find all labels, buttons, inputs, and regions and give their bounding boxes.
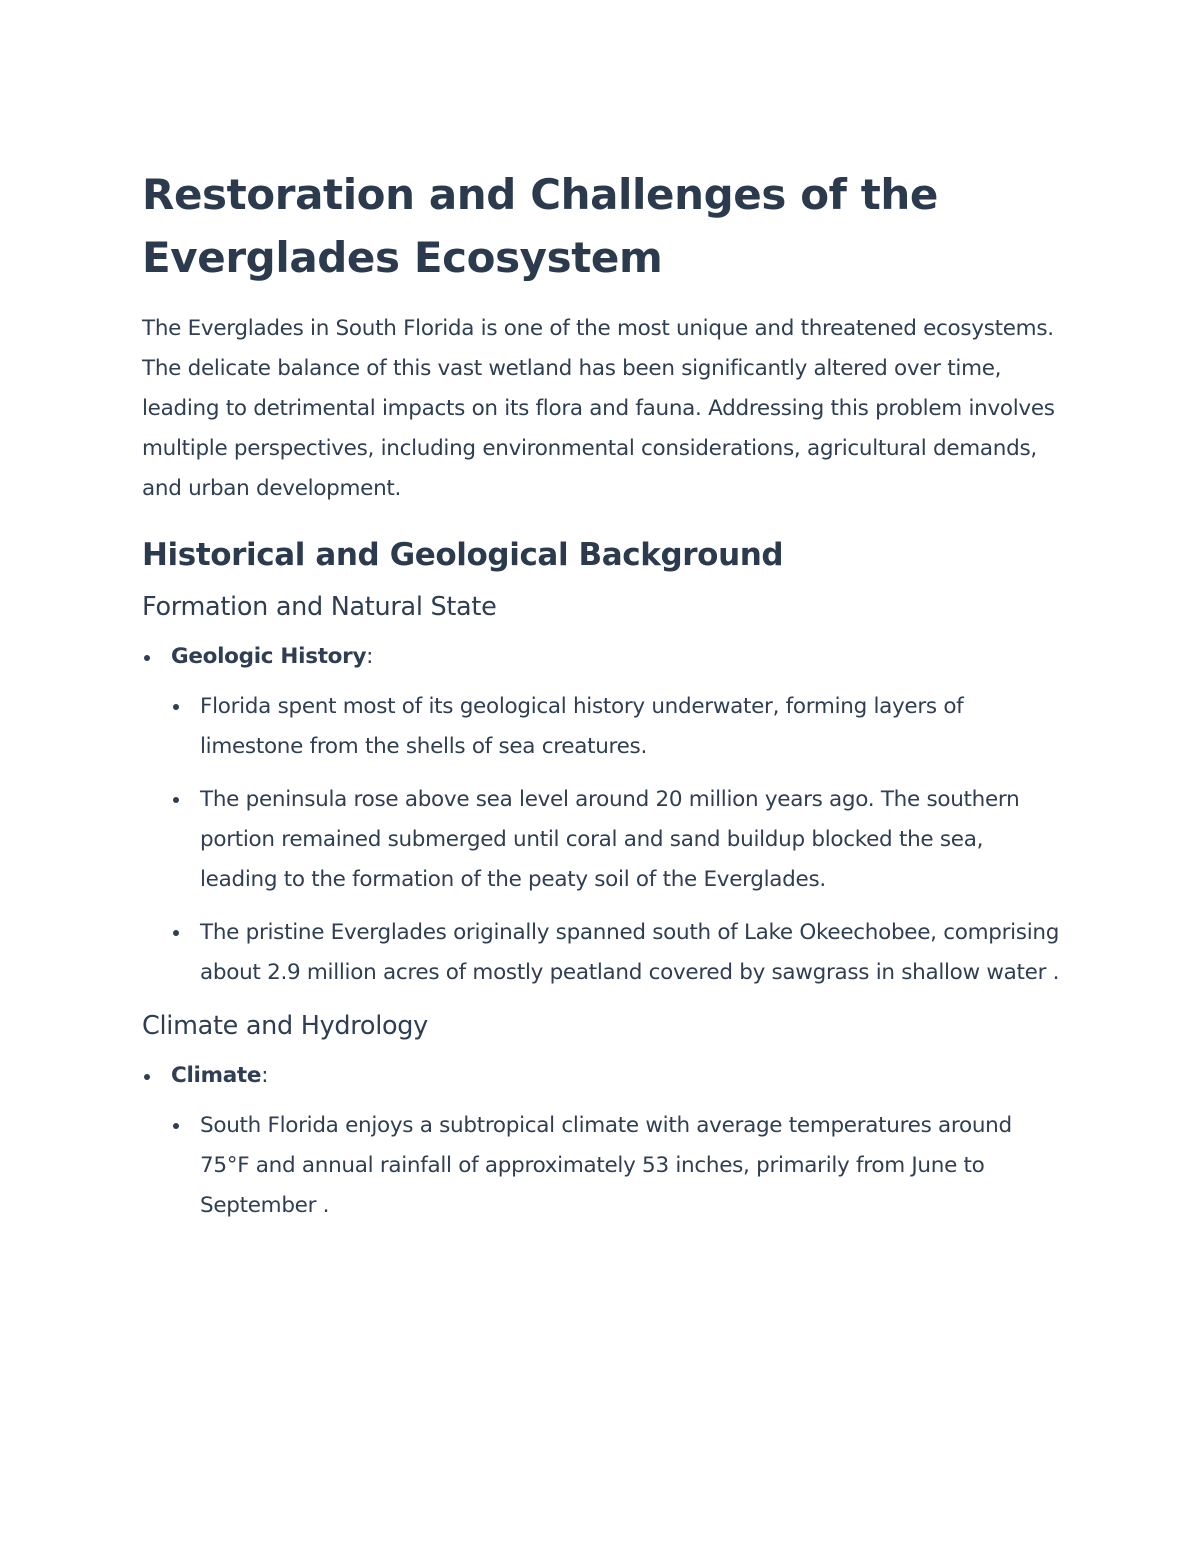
bullet-icon (144, 655, 150, 661)
document-title: Restoration and Challenges of the Everglades Ecosystem (142, 170, 939, 282)
nested-list-item (171, 913, 1062, 993)
bold-label: Climate (171, 1063, 262, 1088)
list-item-label (171, 637, 373, 677)
bullet-icon (144, 1074, 150, 1080)
section-heading: Historical and Geological Background (142, 537, 784, 573)
bold-label: Geologic History (171, 644, 367, 669)
subsection-heading-formation: Formation and Natural State (142, 592, 497, 622)
bullet-list (142, 637, 1062, 993)
intro-paragraph: The Everglades in South Florida is one of the most unique and threatened ecosystems. The delicate balance of this vast wetland has been significantly altered over time, leading to detrimental impacts on its flora and fauna. Addressing this problem involves multiple perspectives, including environmental considerations, agricultural demands, and urban development. (142, 316, 1055, 501)
label-colon: : (261, 1063, 269, 1088)
bullet-icon (173, 1123, 179, 1129)
document-page (142, 163, 1062, 1239)
nested-list-item-text: The pristine Everglades originally spanned south of Lake Okeechobee, comprising about 2.9 million acres of mostly peatland covered by sawgrass in shallow water . (200, 920, 1060, 985)
bullet-icon (173, 797, 179, 803)
nested-list-item (171, 780, 1062, 900)
nested-list-item-text: Florida spent most of its geological history underwater, forming layers of limestone from the shells of sea creatures. (200, 694, 964, 759)
bullet-icon (173, 930, 179, 936)
subsection-heading-climate: Climate and Hydrology (142, 1011, 428, 1041)
nested-list-item-text: The peninsula rose above sea level around 20 million years ago. The southern portion remained submerged until coral and sand buildup blocked the sea, leading to the formation of the peaty soil of the Everglades. (200, 787, 1020, 892)
list-item (142, 637, 1062, 993)
nested-list-item-text: South Florida enjoys a subtropical climate with average temperatures around 75°F and annual rainfall of approximately 53 inches, primarily from June to September . (200, 1113, 1012, 1218)
list-item (142, 1056, 1062, 1226)
nested-bullet-list (171, 687, 1062, 993)
nested-list-item (171, 1106, 1062, 1226)
nested-bullet-list (171, 1106, 1062, 1226)
label-colon: : (366, 644, 374, 669)
list-item-label (171, 1056, 268, 1096)
bullet-list (142, 1056, 1062, 1226)
bullet-icon (173, 704, 179, 710)
nested-list-item (171, 687, 1062, 767)
